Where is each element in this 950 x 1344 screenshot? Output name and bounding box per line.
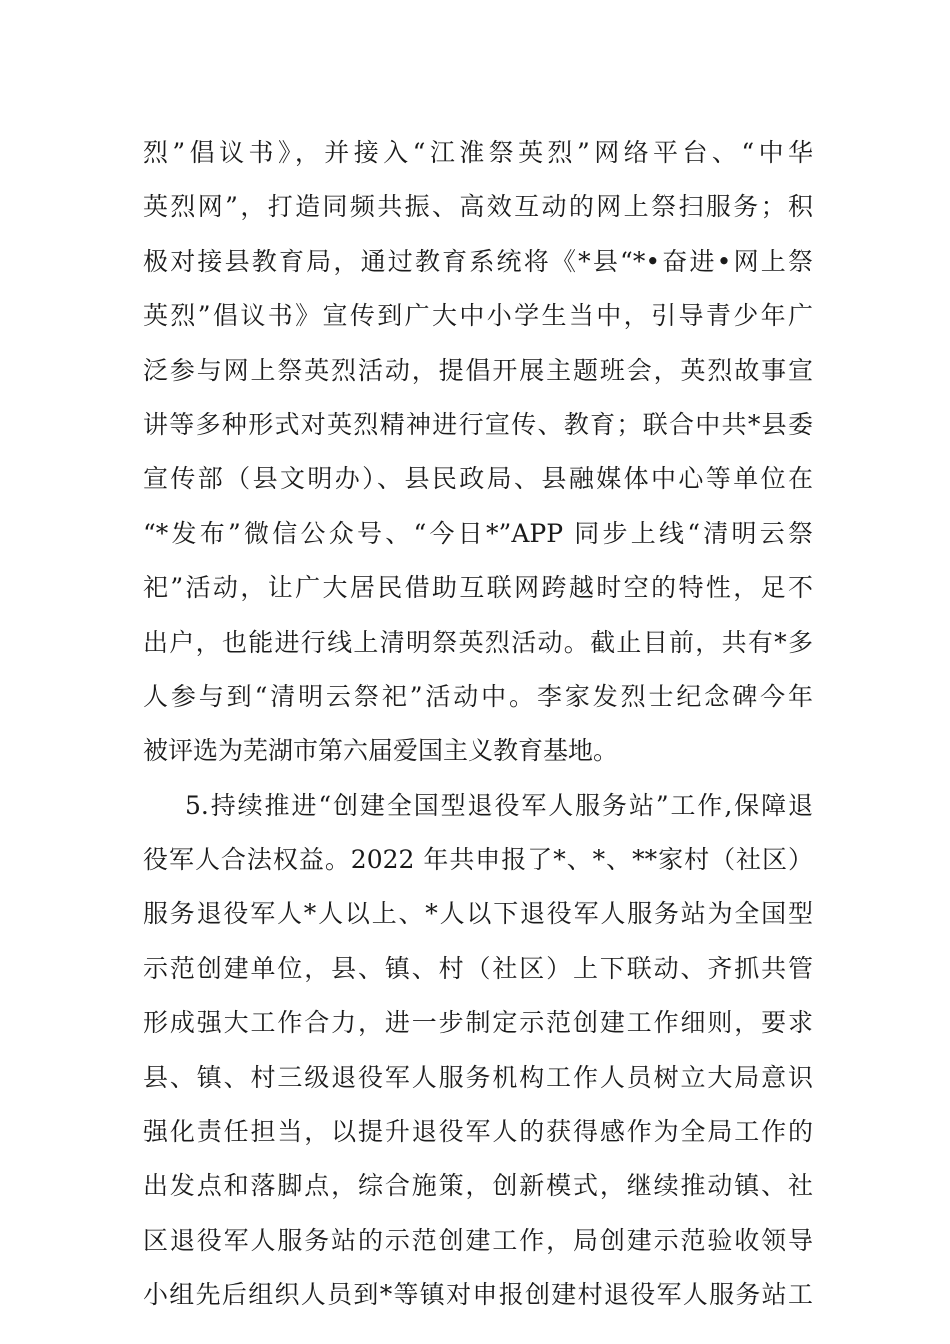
paragraph-1-line: 被评选为芜湖市第六届爱国主义教育基地。 xyxy=(143,736,619,766)
paragraph-2-line: 5.持续推进“创建全国型退役军人服务站”工作,保障退 xyxy=(185,790,813,820)
paragraph-1-line: 英烈”倡议书》宣传到广大中小学生当中，引导青少年广 xyxy=(143,301,813,331)
paragraph-1-line: 泛参与网上祭英烈活动，提倡开展主题班会，英烈故事宣 xyxy=(143,355,813,385)
paragraph-1-line: 英烈网”，打造同频共振、高效互动的网上祭扫服务；积 xyxy=(143,192,813,222)
paragraph-1-line: 烈”倡议书》，并接入“江淮祭英烈”网络平台、“中华 xyxy=(143,138,813,167)
paragraph-2-line: 服务退役军人*人以上、*人以下退役军人服务站为全国型 xyxy=(143,899,813,929)
paragraph-1-line: 宣传部（县文明办）、县民政局、县融媒体中心等单位在 xyxy=(143,464,813,494)
paragraph-2-line: 县、镇、村三级退役军人服务机构工作人员树立大局意识 xyxy=(143,1062,813,1092)
body-text xyxy=(143,126,813,1323)
paragraph-1-line: 极对接县教育局，通过教育系统将《*县“*•奋进•网上祭 xyxy=(143,246,813,276)
paragraph-1-line: 祀”活动，让广大居民借助互联网跨越时空的特性，足不 xyxy=(143,573,813,603)
paragraph-2-line: 示范创建单位，县、镇、村（社区）上下联动、齐抓共管 xyxy=(143,953,813,983)
paragraph-2-line: 区退役军人服务站的示范创建工作，局创建示范验收领导 xyxy=(143,1225,813,1255)
paragraph-2-line: 强化责任担当，以提升退役军人的获得感作为全局工作的 xyxy=(143,1117,813,1147)
paragraph-2-line: 小组先后组织人员到*等镇对申报创建村退役军人服务站工 xyxy=(143,1280,813,1310)
paragraph-1-line: 出户，也能进行线上清明祭英烈活动。截止目前，共有*多 xyxy=(143,627,813,657)
paragraph-1-line: 讲等多种形式对英烈精神进行宣传、教育；联合中共*县委 xyxy=(143,409,813,439)
paragraph-2-line: 出发点和落脚点，综合施策，创新模式，继续推动镇、社 xyxy=(143,1171,813,1201)
paragraph-1-line: “*发布”微信公众号、“今日*”APP 同步上线“清明云祭 xyxy=(143,518,813,548)
paragraph-1-line: 人参与到“清明云祭祀”活动中。李家发烈士纪念碑今年 xyxy=(143,681,813,711)
paragraph-2-line: 形成强大工作合力，进一步制定示范创建工作细则，要求 xyxy=(143,1008,813,1038)
paragraph-2-line: 役军人合法权益。2022 年共申报了*、*、**家村（社区） xyxy=(143,845,813,875)
